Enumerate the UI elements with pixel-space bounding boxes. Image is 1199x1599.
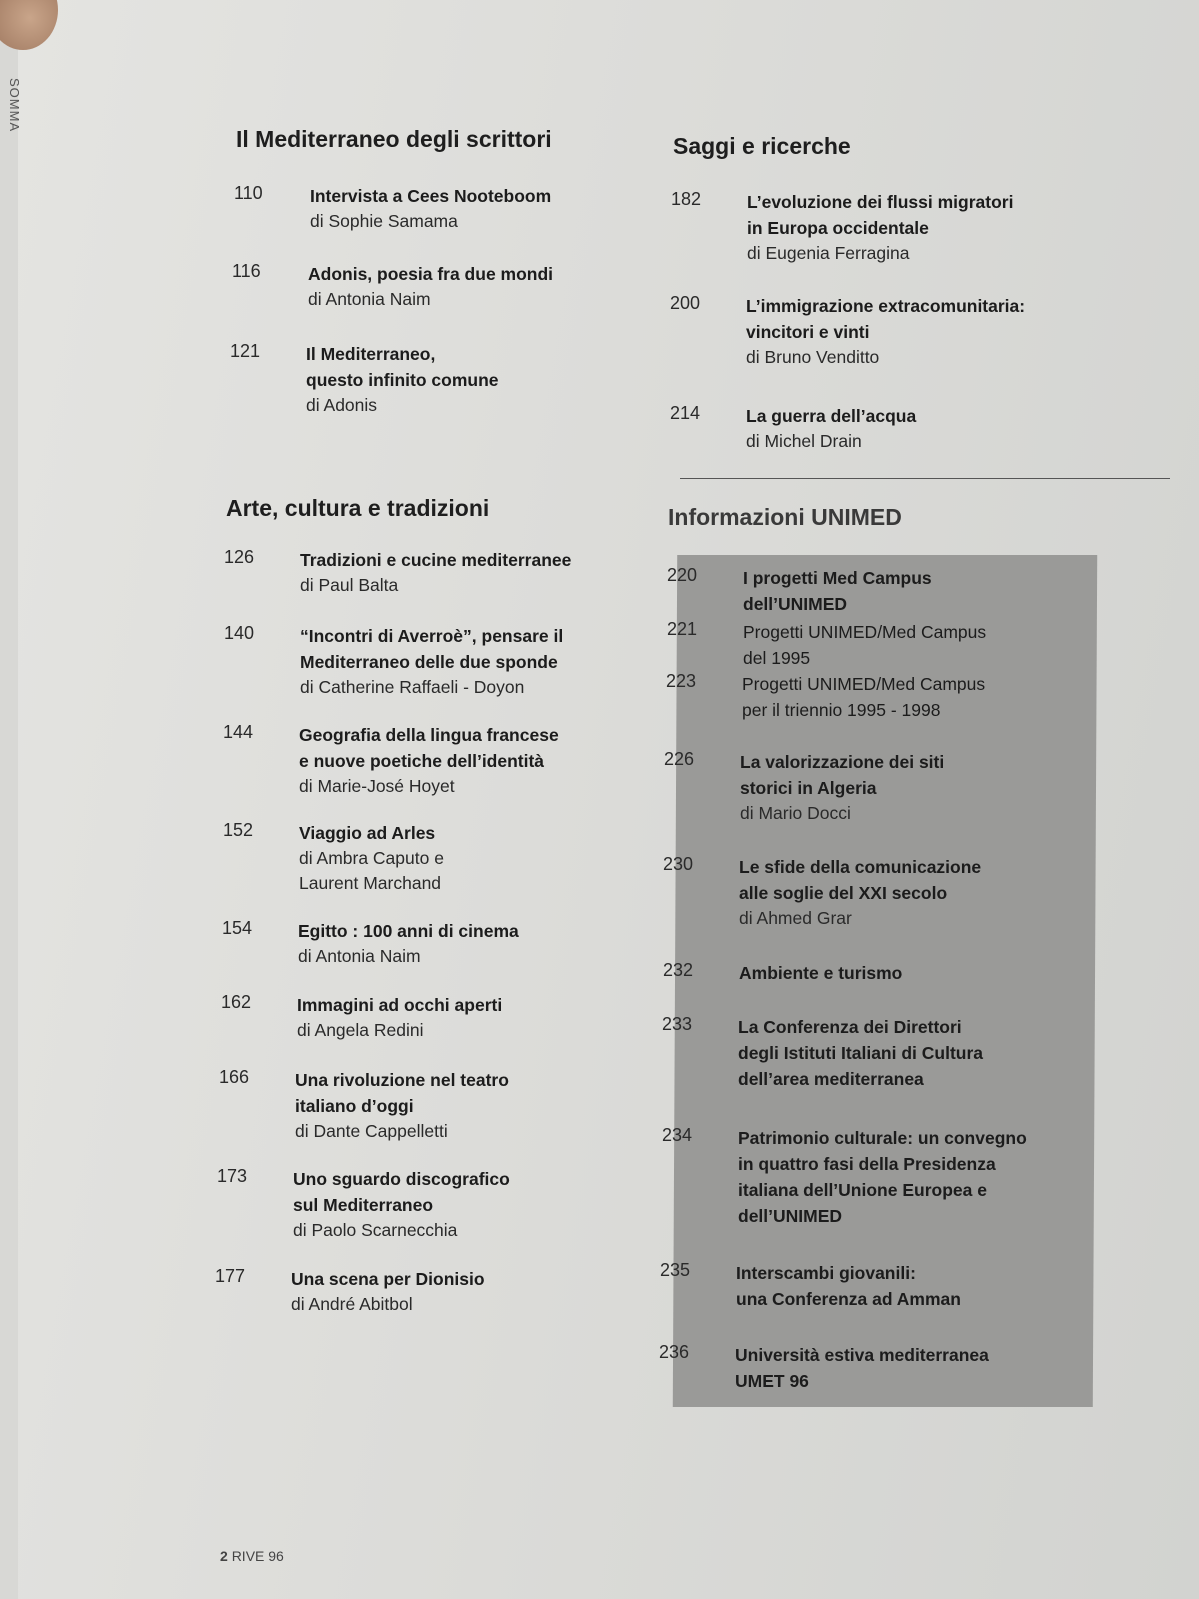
finger-thumb — [0, 0, 58, 50]
entry-author: di Angela Redini — [297, 1020, 424, 1040]
toc-entry[interactable] — [663, 960, 1083, 986]
page-number: 200 — [670, 293, 701, 313]
page-number: 162 — [221, 992, 252, 1012]
entry-title: Ambiente e turismo — [739, 963, 903, 983]
page-number: 226 — [664, 749, 695, 769]
page-footer — [220, 1548, 284, 1564]
entry-title: Progetti UNIMED/Med Campus per il triennio 1995 - 1998 — [742, 674, 986, 720]
page-sheet — [7, 0, 1199, 1599]
entry-title: Tradizioni e cucine mediterranee — [300, 550, 572, 570]
toc-entry[interactable] — [659, 1342, 1079, 1394]
entry-author: di Mario Docci — [740, 803, 851, 823]
entry-author: di Eugenia Ferragina — [747, 243, 910, 263]
entry-title: Geografia della lingua francese e nuove poetiche dell’identità — [299, 725, 559, 771]
entry-title: Interscambi giovanili: una Conferenza ad Amman — [736, 1263, 961, 1309]
page-number: 223 — [666, 671, 697, 691]
spine-label: SOMMA — [7, 78, 22, 133]
entry-author: di Bruno Venditto — [746, 347, 880, 367]
page-number: 166 — [219, 1067, 250, 1087]
page-number: 182 — [671, 189, 702, 209]
toc-entry[interactable] — [666, 671, 1086, 723]
entry-title: La valorizzazione dei siti storici in Algeria — [740, 752, 945, 798]
toc-entry[interactable] — [664, 749, 1084, 826]
page-number: 230 — [663, 854, 694, 874]
entry-author: di Antonia Naim — [308, 289, 431, 309]
entry-author: di Catherine Raffaeli - Doyon — [300, 677, 525, 697]
entry-author: di Sophie Samama — [310, 211, 458, 231]
page-number: 177 — [215, 1266, 246, 1286]
entry-title: La guerra dell’acqua — [746, 406, 917, 426]
toc-entry[interactable] — [234, 183, 594, 234]
page-number: 235 — [660, 1260, 691, 1280]
page-number: 232 — [663, 960, 694, 980]
page-number: 221 — [667, 619, 698, 639]
toc-entry[interactable] — [223, 722, 583, 799]
toc-entry[interactable] — [667, 619, 1087, 671]
toc-entry[interactable] — [219, 1067, 579, 1144]
page-number: 121 — [230, 341, 261, 361]
entry-author: di Marie-José Hoyet — [299, 776, 455, 796]
section-title-arte: Arte, cultura e tradizioni — [226, 495, 490, 521]
section-divider — [680, 478, 1170, 479]
page-number: 116 — [232, 261, 261, 281]
entry-author: di Adonis — [306, 395, 378, 415]
entry-title: Intervista a Cees Nooteboom — [310, 186, 552, 206]
entry-author: di André Abitbol — [291, 1294, 413, 1314]
entry-title: Patrimonio culturale: un convegno in quattro fasi della Presidenza italiana dell’Unione Europea e dell’UNIMED — [738, 1128, 1027, 1226]
page-number: 110 — [234, 183, 263, 203]
entry-title: L’evoluzione dei flussi migratori in Europa occidentale — [747, 192, 1014, 238]
entry-title: Le sfide della comunicazione alle soglie del XXI secolo — [739, 857, 982, 903]
page-number: 126 — [224, 547, 255, 567]
entry-title: La Conferenza dei Direttori degli Istituti Italiani di Cultura dell’area mediterranea — [738, 1017, 984, 1089]
footer-page-number: 2 — [220, 1548, 228, 1564]
entry-title: Viaggio ad Arles — [299, 823, 436, 843]
entry-title: Università estiva mediterranea UMET 96 — [735, 1345, 989, 1391]
entry-title: Immagini ad occhi aperti — [297, 995, 503, 1015]
toc-entry[interactable] — [221, 992, 581, 1043]
page-number: 173 — [217, 1166, 248, 1186]
page-number: 214 — [670, 403, 701, 423]
entry-title: Egitto : 100 anni di cinema — [298, 921, 519, 941]
entry-title: L’immigrazione extracomunitaria: vincitori e vinti — [746, 296, 1026, 342]
toc-entry[interactable] — [232, 261, 592, 312]
entry-author: di Antonia Naim — [298, 946, 421, 966]
section-title-saggi: Saggi e ricerche — [673, 133, 851, 159]
entry-title: Il Mediterraneo, questo infinito comune — [306, 344, 499, 390]
toc-entry[interactable] — [230, 341, 590, 418]
page-number: 233 — [662, 1014, 693, 1034]
page-number: 140 — [224, 623, 255, 643]
entry-title: “Incontri di Averroè”, pensare il Mediterraneo delle due sponde — [300, 626, 564, 672]
section-title-unimed: Informazioni UNIMED — [668, 504, 902, 530]
page-number: 234 — [662, 1125, 693, 1145]
toc-entry[interactable] — [671, 189, 1071, 266]
toc-entry[interactable] — [663, 854, 1083, 931]
section-title-scrittori: Il Mediterraneo degli scrittori — [236, 126, 552, 152]
entry-author: di Ahmed Grar — [739, 908, 852, 928]
entry-author: di Dante Cappelletti — [295, 1121, 448, 1141]
toc-entry[interactable] — [662, 1014, 1082, 1092]
toc-entry[interactable] — [223, 820, 583, 896]
entry-title: Una rivoluzione nel teatro italiano d’oggi — [295, 1070, 509, 1116]
toc-entry[interactable] — [222, 918, 582, 969]
page-number: 154 — [222, 918, 253, 938]
entry-title: Uno sguardo discografico sul Mediterraneo — [293, 1169, 510, 1215]
entry-title: I progetti Med Campus dell’UNIMED — [743, 568, 932, 614]
toc-entry[interactable] — [670, 293, 1070, 370]
entry-title: Una scena per Dionisio — [291, 1269, 485, 1289]
toc-entry[interactable] — [217, 1166, 577, 1243]
page-number: 144 — [223, 722, 254, 742]
entry-title: Progetti UNIMED/Med Campus del 1995 — [743, 622, 987, 668]
toc-entry[interactable] — [224, 547, 584, 598]
toc-entry[interactable] — [667, 565, 1087, 617]
toc-entry[interactable] — [224, 623, 584, 700]
entry-title: Adonis, poesia fra due mondi — [308, 264, 554, 284]
toc-entry[interactable] — [660, 1260, 1080, 1312]
entry-author: di Ambra Caputo e Laurent Marchand — [299, 848, 444, 893]
footer-magazine: RIVE 96 — [231, 1548, 284, 1564]
toc-entry[interactable] — [670, 403, 1070, 454]
entry-author: di Michel Drain — [746, 431, 862, 451]
entry-author: di Paul Balta — [300, 575, 399, 595]
page-number: 236 — [659, 1342, 690, 1362]
toc-entry[interactable] — [662, 1125, 1082, 1229]
page-number: 220 — [667, 565, 698, 585]
page-number: 152 — [223, 820, 254, 840]
toc-entry[interactable] — [215, 1266, 575, 1317]
entry-author: di Paolo Scarnecchia — [293, 1220, 458, 1240]
